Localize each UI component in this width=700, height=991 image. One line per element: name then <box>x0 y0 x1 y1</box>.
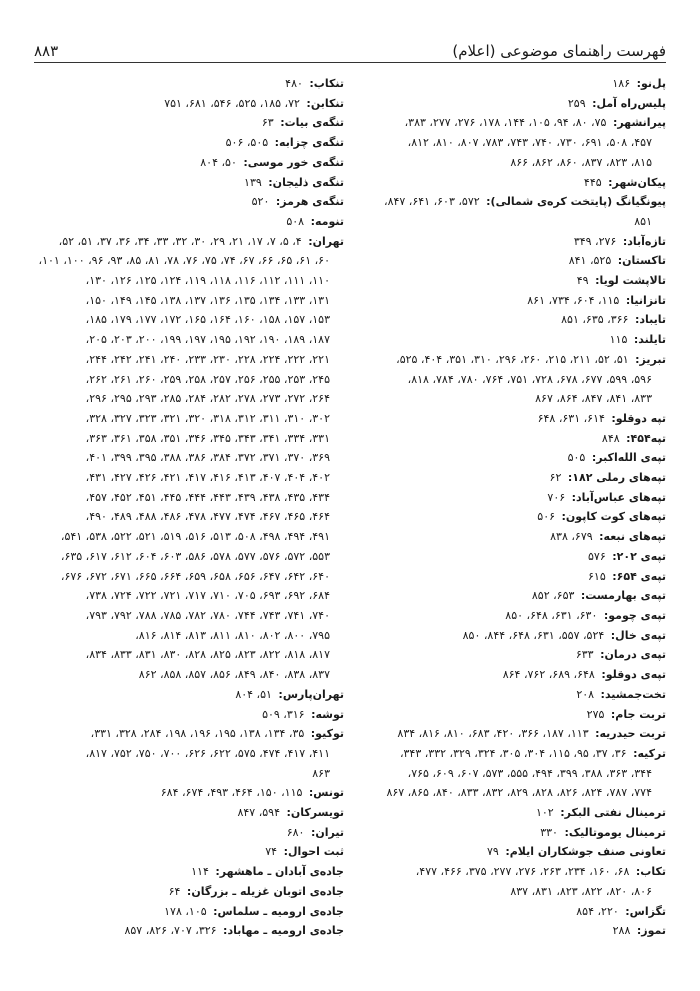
index-entry <box>362 271 666 291</box>
index-term: جاده‌ی اتوبان غزیله ـ بزرگان: <box>186 884 344 898</box>
index-pages: ۲۲۰، ۸۵۴ <box>576 904 623 918</box>
index-pages: ۵۲۵، ۸۴۱ <box>568 254 615 268</box>
index-column-right <box>362 74 666 941</box>
index-pages: ۶۷۹، ۸۳۸ <box>550 530 597 544</box>
index-term: تپه‌ی خال: <box>610 628 666 642</box>
index-entry <box>362 626 666 646</box>
index-pages: ۵۷۶ <box>588 549 610 563</box>
index-pages-continued: ۵۹۶، ۵۹۹، ۶۷۷، ۶۷۸، ۷۲۸، ۷۵۱، ۷۶۴، ۷۸۰، ۷۸۴، ۸۱۸، <box>407 372 652 386</box>
index-pages: ۵۷۲، ۶۰۳، ۶۴۱، ۸۴۷، <box>384 195 484 209</box>
index-pages-continued: ۱۸۷، ۱۸۹، ۱۹۰، ۱۹۲، ۱۹۵، ۱۹۷، ۱۹۹، ۲۰۰، ۲۰۳، ۲۰۵، <box>85 333 330 347</box>
index-pages: ۵۱، ۸۰۴ <box>235 687 276 701</box>
index-entry <box>34 803 344 823</box>
index-term: تکاب: <box>635 865 666 879</box>
index-pages: ۱۸۶ <box>612 77 634 90</box>
index-term: تپه دوقلو: <box>611 411 666 425</box>
index-term: تونس: <box>308 786 344 800</box>
index-term: تپه‌ی ۶۵۴: <box>612 569 666 583</box>
index-pages-continued: ۸۳۳، ۸۴۱، ۸۴۷، ۸۶۴، ۸۶۷ <box>535 392 652 406</box>
index-pages: ۵۰، ۸۰۴ <box>200 155 241 169</box>
index-pages: ۵۰۵، ۵۰۶ <box>225 136 272 150</box>
index-entry <box>34 724 344 783</box>
index-pages: ۶۵۳، ۸۵۲ <box>531 589 578 603</box>
index-pages: ۸۴۸ <box>601 431 624 445</box>
index-entry <box>34 74 344 94</box>
index-entry <box>362 685 666 705</box>
index-pages: ۷۵، ۸۰، ۹۴، ۱۰۵، ۱۴۴، ۱۷۸، ۲۷۶، ۲۷۷، ۳۸۳، <box>404 116 610 130</box>
index-pages-continued: ۲۶۴، ۲۷۲، ۲۷۳، ۲۷۸، ۲۸۲، ۲۸۴، ۲۸۵، ۲۹۳، ۲۹۵، ۲۹۶، <box>85 392 330 406</box>
index-entry <box>362 724 666 744</box>
index-entry <box>34 823 344 843</box>
index-entry <box>362 429 666 449</box>
index-pages: ۶۲ <box>549 471 565 485</box>
index-entry <box>34 685 344 705</box>
index-pages-continued: ۸۰۶، ۸۲۰، ۸۲۲، ۸۲۳، ۸۳۱، ۸۳۷ <box>510 884 652 898</box>
index-entry <box>362 192 666 231</box>
index-term: تپه‌ی دوقلو: <box>601 668 666 682</box>
index-term: تایباد: <box>634 313 666 327</box>
index-term: تپه‌های نبعه: <box>599 530 666 544</box>
index-pages: ۶۳۰، ۶۳۱، ۶۴۸، ۸۵۰ <box>505 608 601 622</box>
index-entry <box>362 823 666 843</box>
index-pages: ۳۱۶، ۵۰۹ <box>262 707 309 721</box>
index-term: تپه‌های کوت کاپون: <box>561 510 666 524</box>
index-pages: ۷۰۶ <box>547 490 569 504</box>
index-term: تموز: <box>636 924 666 938</box>
index-term: تربت جام: <box>610 707 666 721</box>
index-term: تالاپشت لویا: <box>595 274 666 288</box>
index-pages: ۶۳۳ <box>575 648 598 662</box>
index-pages-continued: ۳۴۴، ۳۶۳، ۳۸۸، ۳۹۹، ۴۹۴، ۵۵۵، ۵۷۳، ۶۰۷، ۶۰۹، ۷۶۵، <box>407 766 652 780</box>
index-entry <box>34 212 344 232</box>
index-term: جاده‌ی آبادان ـ ماهشهر: <box>215 865 344 879</box>
index-pages: ۵۱، ۵۲، ۲۱۱، ۲۱۵، ۲۶۰، ۲۹۶، ۳۱۰، ۳۵۱، ۴۰۴، ۵۲۵، <box>396 352 633 366</box>
index-term: تازه‌آباد: <box>622 234 666 248</box>
index-pages: ۵۰۵ <box>567 451 589 465</box>
index-term: تنگه‌ی بیات: <box>280 116 344 130</box>
index-entry <box>34 232 344 685</box>
index-pages: ۲۷۵ <box>586 707 608 721</box>
index-entry <box>362 173 666 193</box>
index-term: تخت‌جمشید: <box>600 687 666 701</box>
index-entry <box>362 350 666 409</box>
index-pages: ۲۵۹ <box>567 96 590 110</box>
index-term: تیران: <box>310 825 344 839</box>
index-pages: ۴، ۵، ۷، ۱۷، ۲۱، ۲۹، ۳۰، ۳۲، ۳۳، ۳۴، ۳۶، ۳۷، ۵۱، ۵۲، <box>58 234 306 248</box>
index-entry <box>362 902 666 922</box>
page-number: ۸۸۳ <box>34 42 59 60</box>
index-term: تنگه‌ی چزابه: <box>274 136 344 150</box>
index-pages-continued: ۷۷۴، ۷۸۷، ۸۲۴، ۸۲۶، ۸۲۸، ۸۲۹، ۸۳۲، ۸۳۳، ۸۴۰، ۸۶۵، ۸۶۷ <box>386 786 652 800</box>
index-term: تبریز: <box>635 352 666 366</box>
index-entry <box>362 507 666 527</box>
index-pages: ۶۸، ۱۶۰، ۲۳۴، ۲۶۳، ۲۷۶، ۲۷۷، ۳۷۵، ۴۶۶، ۴۷۷، <box>415 865 633 879</box>
index-term: پیکان‌شهر: <box>608 175 666 189</box>
index-pages: ۱۳۹ <box>244 175 266 189</box>
index-pages-continued: ۷۴۰، ۷۴۱، ۷۴۳، ۷۴۴، ۷۸۰، ۷۸۲، ۷۸۵، ۷۸۸، ۷۹۲، ۷۹۳، <box>85 608 330 622</box>
index-entry <box>362 251 666 271</box>
index-term: جاده‌ی ارومیه ـ مهاباد: <box>223 924 344 938</box>
index-entry <box>362 586 666 606</box>
index-term: تپه‌ی بهارمست: <box>580 589 666 603</box>
index-pages-continued: ۲۲۱، ۲۲۲، ۲۲۴، ۲۲۸، ۲۳۰، ۲۳۳، ۲۴۰، ۲۴۱، ۲۴۲، ۲۴۴، <box>85 352 330 366</box>
index-pages-continued: ۳۶۹، ۳۷۰، ۳۷۱، ۳۷۲، ۳۸۴، ۳۸۶، ۳۸۸، ۳۹۵، ۳۹۹، ۴۰۱، <box>85 451 330 465</box>
index-pages: ۱۱۵، ۱۵۰، ۴۶۴، ۴۹۳، ۶۷۴، ۶۸۴ <box>160 786 306 800</box>
index-pages-continued: ۶۴۰، ۶۴۲، ۶۴۷، ۶۵۶، ۶۵۸، ۶۵۹، ۶۶۴، ۶۶۵، ۶۷۱، ۶۷۲، ۶۷۶، <box>60 569 330 583</box>
index-term: ترمینال نفتی البکر: <box>560 806 666 820</box>
index-pages: ۲۷۶، ۳۴۹ <box>573 234 620 248</box>
index-pages: ۵۰۸ <box>286 214 308 228</box>
index-pages-continued: ۴۹۱، ۴۹۴، ۴۹۸، ۵۰۸، ۵۱۳، ۵۱۶، ۵۱۹، ۵۲۱، ۵۲۲، ۵۳۸، ۵۴۱، <box>60 530 330 544</box>
header-rule <box>34 62 666 63</box>
index-pages: ۳۶۶، ۶۳۵، ۸۵۱ <box>561 313 632 327</box>
index-pages: ۱۱۳، ۱۸۷، ۳۶۶، ۴۲۰، ۶۸۳، ۸۱۰، ۸۱۶، ۸۳۴ <box>397 727 593 741</box>
index-term: تنگه‌ی هرمز: <box>275 195 344 209</box>
index-entry <box>362 488 666 508</box>
index-entry <box>362 74 666 94</box>
index-term: تربت حیدریه: <box>595 727 666 741</box>
index-entry <box>362 547 666 567</box>
index-term: تعاونی صنف جوشکاران ایلام: <box>505 845 666 859</box>
page-header <box>34 34 666 60</box>
index-pages: ۴۸۰ <box>285 77 307 90</box>
index-pages-continued: ۴۱۱، ۴۱۷، ۴۷۴، ۵۷۵، ۶۲۲، ۶۲۶، ۷۰۰، ۷۵۰، ۷۵۲، ۸۱۷، <box>85 746 330 760</box>
index-entry <box>34 153 344 173</box>
index-entry <box>34 133 344 153</box>
index-term: تپه‌ی ۲۰۲: <box>612 549 666 563</box>
index-entry <box>34 902 344 922</box>
index-term: تپه۴۵۴: <box>626 431 666 445</box>
index-entry <box>34 192 344 212</box>
index-pages: ۶۴۸، ۶۸۹، ۷۶۲، ۸۶۴ <box>502 668 599 682</box>
index-term: تپه‌های عباس‌آباد: <box>571 490 666 504</box>
index-pages: ۶۱۵ <box>588 569 610 583</box>
index-term: تانزانیا: <box>625 293 666 307</box>
index-entry <box>362 645 666 665</box>
index-pages-continued: ۸۵۱ <box>634 214 652 228</box>
index-pages: ۳۲۶، ۷۰۷، ۸۲۶، ۸۵۷ <box>124 924 221 938</box>
index-entry <box>34 113 344 133</box>
index-pages-continued: ۳۳۱، ۳۳۴، ۳۴۱، ۳۴۳، ۳۴۵، ۳۴۶، ۳۵۱، ۳۵۸، ۳۶۱، ۳۶۳، <box>85 431 330 445</box>
index-term: تویسرکان: <box>286 806 344 820</box>
index-pages: ۷۲، ۱۸۵، ۵۲۵، ۵۴۶، ۶۸۱، ۷۵۱ <box>164 96 304 110</box>
index-entry <box>362 468 666 488</box>
index-entry <box>362 665 666 685</box>
index-term: پیرانشهر: <box>612 116 666 130</box>
index-term: تاکستان: <box>617 254 666 268</box>
running-title: فهرست راهنمای موضوعی (اعلام) <box>452 42 666 60</box>
index-pages-continued: ۱۵۳، ۱۵۷، ۱۵۸، ۱۶۰، ۱۶۴، ۱۶۵، ۱۷۲، ۱۷۷، ۱۷۹، ۱۸۵، <box>85 313 330 327</box>
index-term: پیونگیانگ (پایتخت کره‌ی شمالی): <box>486 195 666 209</box>
index-term: پلیس‌راه آمل: <box>592 96 666 110</box>
index-pages: ۱۰۲ <box>535 806 558 820</box>
index-entry <box>34 882 344 902</box>
index-pages: ۴۴۵ <box>583 175 606 189</box>
index-term: تنکاب: <box>309 77 344 90</box>
index-term: ترکیه: <box>633 746 666 760</box>
index-pages: ۱۱۴ <box>191 865 213 879</box>
index-pages: ۱۰۵، ۱۷۸ <box>164 904 211 918</box>
index-term: تهران‌پارس: <box>278 687 344 701</box>
index-pages: ۲۰۸ <box>576 687 598 701</box>
index-pages-continued: ۱۳۱، ۱۳۳، ۱۳۴، ۱۳۵، ۱۳۶، ۱۳۷، ۱۳۸، ۱۴۵، ۱۴۹، ۱۵۰، <box>85 293 330 307</box>
index-pages: ۶۴ <box>168 884 184 898</box>
index-pages: ۶۳ <box>261 116 278 130</box>
index-entry <box>34 842 344 862</box>
index-pages: ۳۳۰ <box>540 825 562 839</box>
index-entry <box>362 448 666 468</box>
index-pages-continued: ۸۱۵، ۸۲۳، ۸۳۷، ۸۶۰، ۸۶۲، ۸۶۶ <box>510 155 652 169</box>
index-pages: ۷۴ <box>265 845 281 859</box>
index-entry <box>34 173 344 193</box>
index-pages: ۱۱۵ <box>609 333 631 347</box>
index-pages: ۷۹ <box>487 845 503 859</box>
index-term: تگزاس: <box>625 904 666 918</box>
index-pages-continued: ۶۸۴، ۶۹۲، ۶۹۳، ۷۰۵، ۷۱۰، ۷۱۷، ۷۲۱، ۷۲۲، ۷۲۴، ۷۳۸، <box>85 589 330 603</box>
index-entry <box>362 842 666 862</box>
index-pages-continued: ۵۵۳، ۵۷۲، ۵۷۶، ۵۷۷، ۵۷۸، ۵۸۶، ۶۰۳، ۶۰۴، ۶۱۲، ۶۱۷، ۶۳۵، <box>60 549 330 563</box>
index-entry <box>362 921 666 941</box>
index-entry <box>362 310 666 330</box>
index-entry <box>34 921 344 941</box>
index-pages-continued: ۴۳۴، ۴۳۵، ۴۳۸، ۴۳۹، ۴۴۳، ۴۴۴، ۴۴۵، ۴۵۱، ۴۵۲، ۴۵۷، <box>85 490 330 504</box>
index-pages-continued: ۴۰۲، ۴۰۴، ۴۰۷، ۴۱۳، ۴۱۶، ۴۱۷، ۴۲۱، ۴۲۶، ۴۲۷، ۴۳۱، <box>85 471 330 485</box>
index-pages: ۵۹۴، ۸۴۷ <box>237 806 284 820</box>
index-pages-continued: ۸۱۷، ۸۱۸، ۸۲۲، ۸۲۳، ۸۲۵، ۸۲۸، ۸۳۰، ۸۳۱، ۸۳۳، ۸۳۴، <box>85 648 330 662</box>
index-pages-continued: ۶۰، ۶۱، ۶۵، ۶۶، ۶۷، ۷۴، ۷۵، ۷۶، ۷۸، ۸۱، ۸۵، ۹۳، ۹۶، ۱۰۰، ۱۰۱، <box>38 254 330 268</box>
index-term: تایلند: <box>633 333 666 347</box>
index-pages: ۴۹ <box>576 274 593 288</box>
index-entry <box>362 409 666 429</box>
index-pages-continued: ۲۴۵، ۲۵۳، ۲۵۵، ۲۵۶، ۲۵۷، ۲۵۸، ۲۵۹، ۲۶۰، ۲۶۱، ۲۶۲، <box>85 372 330 386</box>
index-pages: ۵۲۰ <box>251 195 273 209</box>
index-term: تپه‌ی الله‌اکبر: <box>591 451 666 465</box>
index-pages: ۵۰۶ <box>537 510 559 524</box>
index-pages: ۶۱۴، ۶۳۱، ۶۴۸ <box>537 411 609 425</box>
index-term: جاده‌ی ارومیه ـ سلماس: <box>213 904 344 918</box>
index-term: تنگه‌ی خور موسی: <box>243 155 344 169</box>
index-term: تپه‌ی چومو: <box>603 608 666 622</box>
index-entry <box>362 113 666 172</box>
index-term: تپه‌های رملی ۱۸۲: <box>567 471 666 485</box>
index-term: تهران: <box>308 234 344 248</box>
index-entry <box>34 705 344 725</box>
index-pages-continued: ۴۵۷، ۵۰۸، ۶۹۱، ۷۳۰، ۷۴۰، ۷۴۳، ۷۸۳، ۸۰۷، ۸۱۰، ۸۱۲، <box>407 136 652 150</box>
index-entry <box>362 232 666 252</box>
index-term: تنکابن: <box>306 96 344 110</box>
index-term: تنومه: <box>310 214 344 228</box>
index-entry <box>362 744 666 803</box>
index-term: توکیو: <box>310 727 344 741</box>
index-entry <box>34 783 344 803</box>
index-entry <box>362 567 666 587</box>
index-term: پل‌نو: <box>636 77 666 90</box>
index-entry <box>362 606 666 626</box>
index-pages: ۳۶، ۳۷، ۹۵، ۱۱۵، ۳۰۴، ۳۰۵، ۳۲۴، ۳۲۹، ۳۳۲، ۳۴۳، <box>399 746 631 760</box>
index-pages: ۳۵، ۱۳۴، ۱۳۸، ۱۹۵، ۱۹۶، ۱۹۸، ۲۸۴، ۳۲۸، ۳۳۱، <box>90 727 308 741</box>
index-entry <box>362 862 666 901</box>
index-pages-continued: ۸۳۷، ۸۳۸، ۸۴۰، ۸۴۹، ۸۵۶، ۸۵۷، ۸۵۸، ۸۶۲ <box>138 668 330 682</box>
index-pages-continued: ۸۶۳ <box>312 766 330 780</box>
index-entry <box>362 94 666 114</box>
index-term: ترمینال یوموتالیک: <box>564 825 666 839</box>
index-pages-continued: ۱۱۰، ۱۱۱، ۱۱۲، ۱۱۶، ۱۱۸، ۱۱۹، ۱۲۴، ۱۲۵، ۱۲۶، ۱۳۰، <box>85 274 330 288</box>
index-pages: ۵۲۴، ۵۵۷، ۶۳۱، ۶۴۸، ۸۴۴، ۸۵۰ <box>462 628 608 642</box>
index-pages: ۲۸۸ <box>612 924 634 938</box>
index-pages-continued: ۳۰۲، ۳۱۰، ۳۱۱، ۳۱۲، ۳۱۸، ۳۲۰، ۳۲۱، ۳۲۳، ۳۲۷، ۳۲۸، <box>85 411 330 425</box>
index-entry <box>362 330 666 350</box>
index-pages-continued: ۷۹۵، ۸۰۰، ۸۰۲، ۸۱۰، ۸۱۱، ۸۱۳، ۸۱۴، ۸۱۶، <box>135 628 330 642</box>
index-entry <box>362 527 666 547</box>
index-term: تپه‌ی درمان: <box>600 648 666 662</box>
index-term: ثبت احوال: <box>283 845 344 859</box>
index-column-left <box>34 74 344 941</box>
index-pages: ۱۱۵، ۶۰۴، ۷۳۴، ۸۶۱ <box>527 293 623 307</box>
index-pages: ۶۸۰ <box>286 825 308 839</box>
index-entry <box>34 94 344 114</box>
index-entry <box>362 705 666 725</box>
index-entry <box>34 862 344 882</box>
index-entry <box>362 803 666 823</box>
index-entry <box>362 291 666 311</box>
index-term: تنگه‌ی ذلیجان: <box>268 175 344 189</box>
index-pages-continued: ۴۶۴، ۴۶۵، ۴۶۷، ۴۷۴، ۴۷۷، ۴۷۸، ۴۸۶، ۴۸۸، ۴۸۹، ۴۹۰، <box>85 510 330 524</box>
index-term: توشه: <box>311 707 344 721</box>
